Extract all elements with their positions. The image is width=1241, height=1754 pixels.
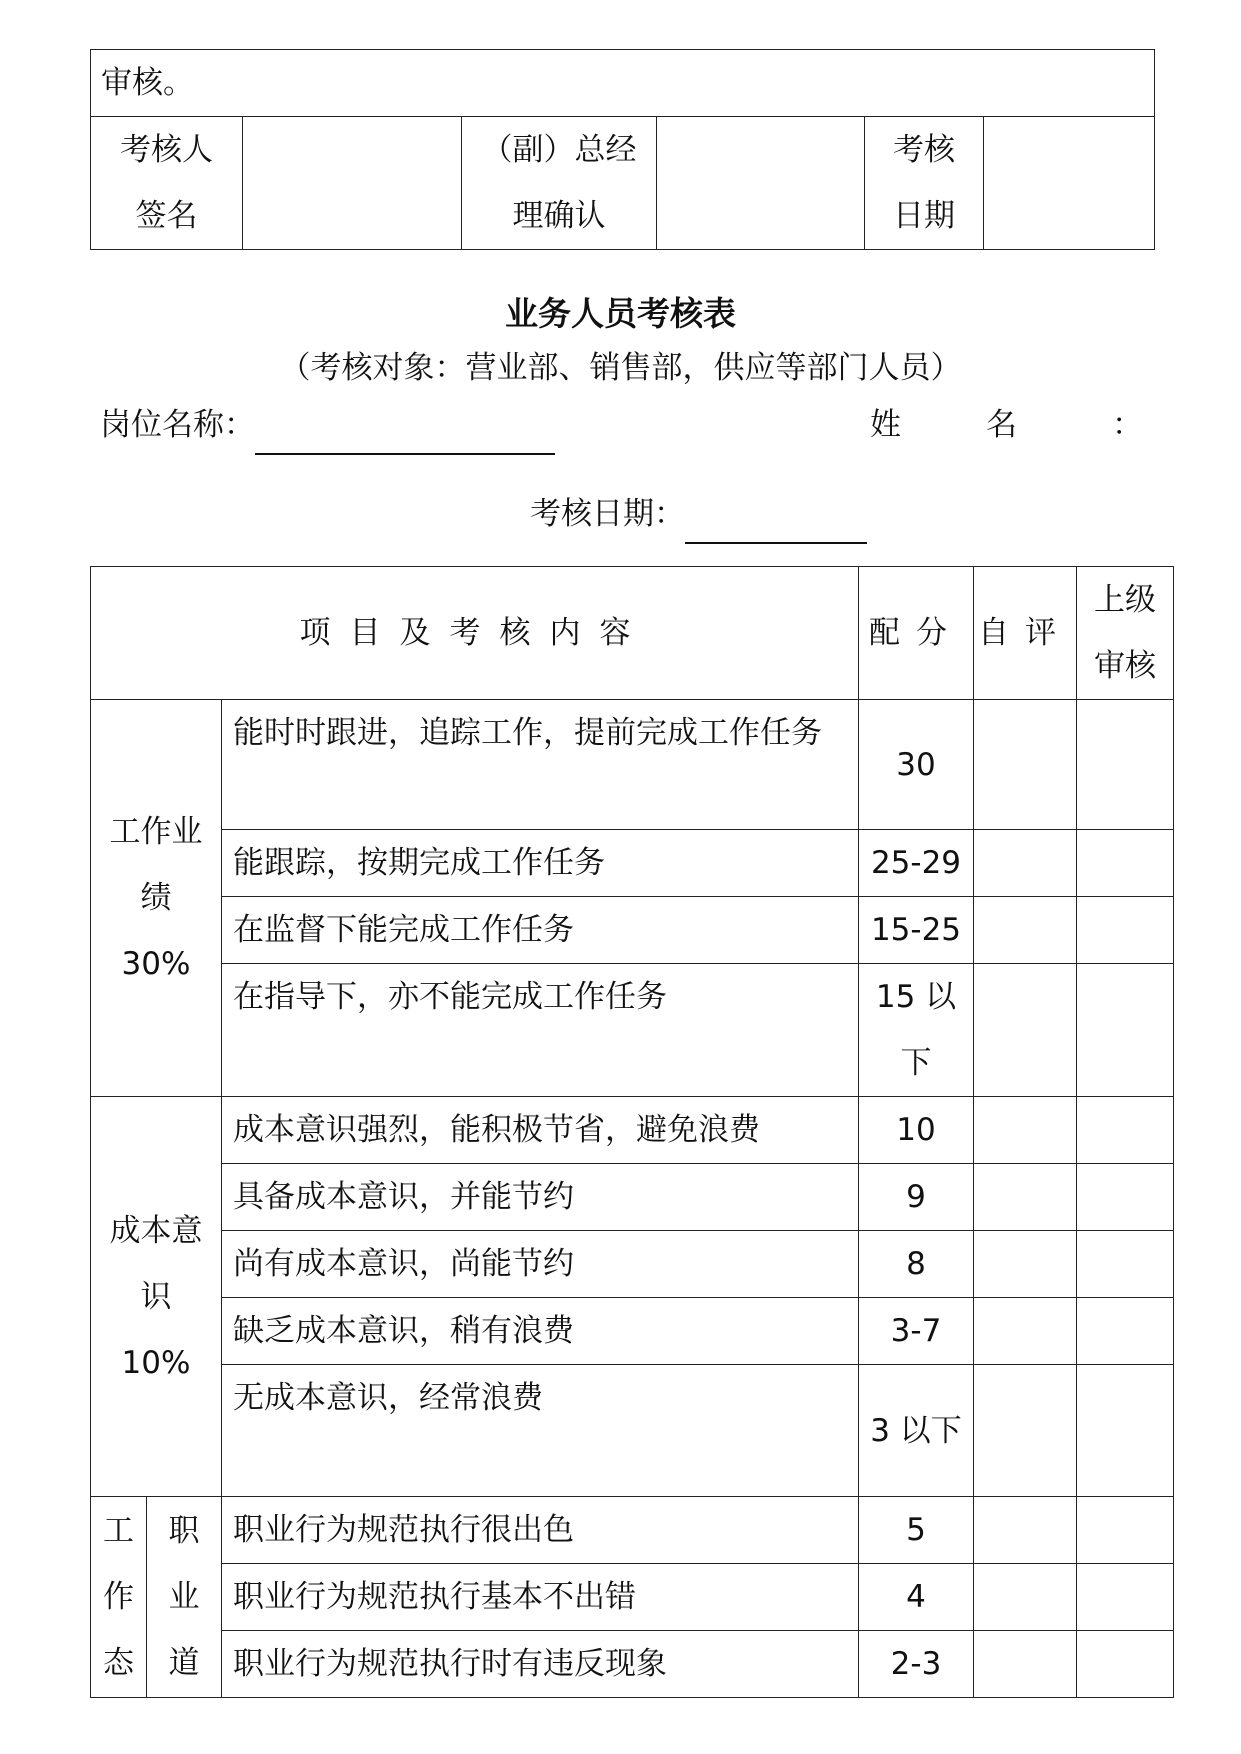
date-field xyxy=(530,484,867,544)
item-score: 4 xyxy=(859,1564,974,1631)
item-text: 无成本意识，经常浪费 xyxy=(222,1365,859,1497)
self-eval-cell[interactable] xyxy=(974,1164,1077,1231)
item-text: 能跟踪，按期完成工作任务 xyxy=(222,830,859,897)
table-row xyxy=(91,964,1174,1097)
table-row xyxy=(91,1097,1174,1164)
self-eval-cell[interactable] xyxy=(974,964,1077,1097)
form-title: 业务人员考核表 xyxy=(505,294,736,333)
name-label-2: 名 xyxy=(986,407,1017,443)
self-eval-cell[interactable] xyxy=(974,1365,1077,1497)
item-text: 在指导下，亦不能完成工作任务 xyxy=(222,964,859,1097)
superior-review-cell[interactable] xyxy=(1077,1631,1174,1698)
table-row xyxy=(91,897,1174,964)
item-text: 在监督下能完成工作任务 xyxy=(222,897,859,964)
self-eval-cell[interactable] xyxy=(974,1631,1077,1698)
name-label-1: 姓 xyxy=(870,407,901,443)
assessment-date-cell[interactable] xyxy=(984,117,1155,250)
assessor-signature-cell[interactable] xyxy=(243,117,462,250)
item-text: 缺乏成本意识，稍有浪费 xyxy=(222,1298,859,1365)
table-row xyxy=(91,1231,1174,1298)
superior-review-cell[interactable] xyxy=(1077,700,1174,830)
superior-review-cell[interactable] xyxy=(1077,1497,1174,1564)
table-row xyxy=(91,1365,1174,1497)
item-text: 尚有成本意识，尚能节约 xyxy=(222,1231,859,1298)
self-eval-cell[interactable] xyxy=(974,1097,1077,1164)
item-text: 成本意识强烈，能积极节省，避免浪费 xyxy=(222,1097,859,1164)
item-text: 能时时跟进，追踪工作，提前完成工作任务 xyxy=(222,700,859,830)
gm-confirm-cell[interactable] xyxy=(657,117,865,250)
position-label: 岗位名称： xyxy=(100,407,255,443)
superior-review-cell[interactable] xyxy=(1077,897,1174,964)
item-score: 10 xyxy=(859,1097,974,1164)
item-score: 25-29 xyxy=(859,830,974,897)
item-text: 具备成本意识，并能节约 xyxy=(222,1164,859,1231)
header-content: 项目及考核内容 xyxy=(91,567,859,700)
category-work-performance: 工作业 绩 30% xyxy=(91,700,222,1097)
table-row xyxy=(91,830,1174,897)
self-eval-cell[interactable] xyxy=(974,897,1077,964)
superior-review-cell[interactable] xyxy=(1077,1231,1174,1298)
superior-review-cell[interactable] xyxy=(1077,1298,1174,1365)
item-score: 3-7 xyxy=(859,1298,974,1365)
superior-review-cell[interactable] xyxy=(1077,1564,1174,1631)
superior-review-cell[interactable] xyxy=(1077,1097,1174,1164)
table-row xyxy=(91,1564,1174,1631)
signature-table xyxy=(90,49,1155,250)
superior-review-cell[interactable] xyxy=(1077,1164,1174,1231)
self-eval-cell[interactable] xyxy=(974,830,1077,897)
item-text: 职业行为规范执行基本不出错 xyxy=(222,1564,859,1631)
date-label: 考核日期： xyxy=(530,496,685,532)
item-score: 2-3 xyxy=(859,1631,974,1698)
category-cost-awareness: 成本意 识 10% xyxy=(91,1097,222,1497)
item-score: 8 xyxy=(859,1231,974,1298)
position-field xyxy=(100,395,555,455)
item-text: 职业行为规范执行时有违反现象 xyxy=(222,1631,859,1698)
self-eval-cell[interactable] xyxy=(974,1231,1077,1298)
table-row xyxy=(91,1164,1174,1231)
self-eval-cell[interactable] xyxy=(974,1564,1077,1631)
table-row xyxy=(91,1497,1174,1564)
self-eval-cell[interactable] xyxy=(974,700,1077,830)
superior-review-cell[interactable] xyxy=(1077,964,1174,1097)
header-score: 配分 xyxy=(859,567,974,700)
assessor-signature-label: 考核人 签名 xyxy=(91,117,243,250)
continuation-text: 审核。 xyxy=(91,50,1155,117)
item-score: 15 以下 xyxy=(859,964,974,1097)
date-input-line[interactable] xyxy=(685,496,867,544)
assessment-date-label: 考核 日期 xyxy=(865,117,984,250)
item-score: 30 xyxy=(859,700,974,830)
form-subtitle: （考核对象：营业部、销售部，供应等部门人员） xyxy=(279,350,962,386)
self-eval-cell[interactable] xyxy=(974,1298,1077,1365)
table-row xyxy=(91,1631,1174,1698)
category-work-attitude: 工 作 态 xyxy=(91,1497,147,1698)
item-score: 3 以下 xyxy=(859,1365,974,1497)
header-self-eval: 自评 xyxy=(974,567,1077,700)
item-score: 15-25 xyxy=(859,897,974,964)
table-row xyxy=(91,700,1174,830)
position-input-line[interactable] xyxy=(255,407,555,455)
header-superior-review: 上级 审核 xyxy=(1077,567,1174,700)
item-text: 职业行为规范执行很出色 xyxy=(222,1497,859,1564)
item-score: 5 xyxy=(859,1497,974,1564)
subcategory-professional-ethics: 职 业 道 xyxy=(147,1497,222,1698)
name-label-3: ： xyxy=(1112,407,1143,443)
superior-review-cell[interactable] xyxy=(1077,1365,1174,1497)
header-row xyxy=(91,567,1174,700)
self-eval-cell[interactable] xyxy=(974,1497,1077,1564)
gm-confirm-label: （副）总经 理确认 xyxy=(462,117,657,250)
table-row xyxy=(91,1298,1174,1365)
item-score: 9 xyxy=(859,1164,974,1231)
assessment-table xyxy=(90,566,1174,1698)
superior-review-cell[interactable] xyxy=(1077,830,1174,897)
